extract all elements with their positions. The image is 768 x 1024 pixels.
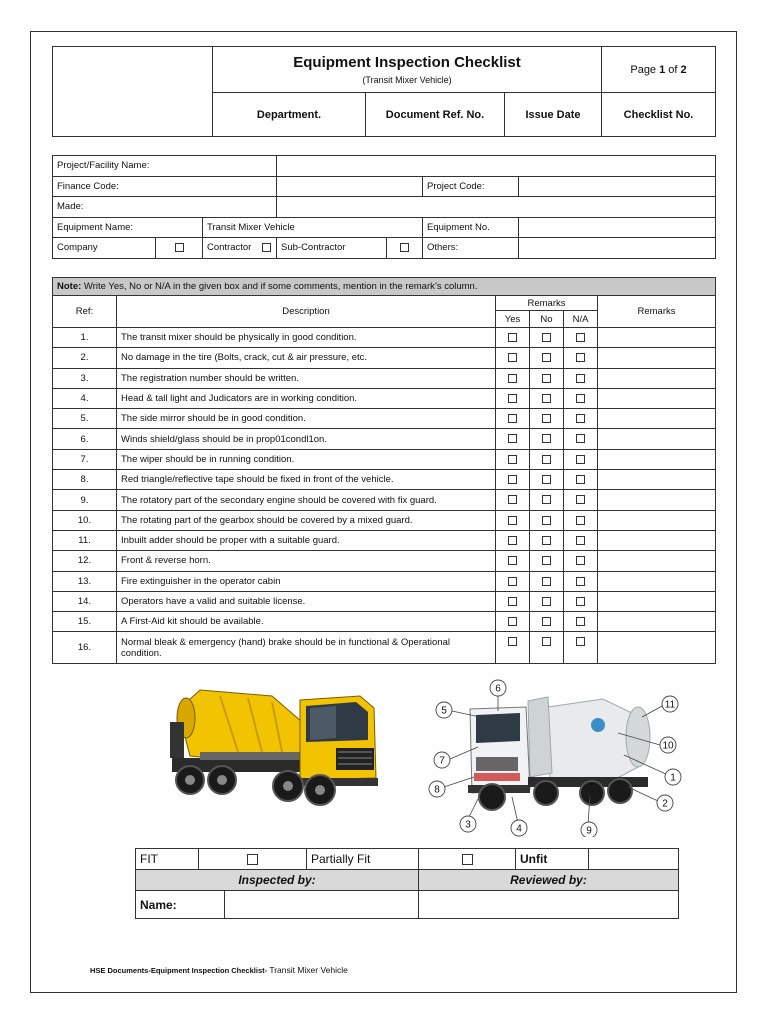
checkbox-yes[interactable] (496, 409, 530, 429)
row-ref: 14. (53, 591, 117, 611)
partially-fit-label: Partially Fit (307, 849, 419, 870)
contractor-checkbox[interactable] (262, 243, 271, 252)
checkbox-yes[interactable] (496, 388, 530, 408)
checkbox-na[interactable] (564, 429, 598, 449)
checkbox-na[interactable] (564, 530, 598, 550)
header-table (52, 46, 716, 137)
row-remarks-field[interactable] (598, 510, 716, 530)
checkbox-no[interactable] (530, 490, 564, 510)
row-description: The rotating part of the gearbox should be covered by a mixed guard. (117, 510, 496, 530)
others-field[interactable] (519, 238, 716, 259)
inspector-name-field[interactable] (225, 891, 419, 919)
row-remarks-field[interactable] (598, 328, 716, 348)
callout-5: 5 (441, 705, 447, 717)
col-desc-header: Description (117, 296, 496, 328)
row-ref: 5. (53, 409, 117, 429)
col-ref-header: Ref: (53, 296, 117, 328)
row-ref: 12. (53, 551, 117, 571)
checklist-row (53, 530, 716, 550)
checkbox-yes[interactable] (496, 328, 530, 348)
callout-3: 3 (465, 819, 471, 831)
subcontractor-checkbox[interactable] (387, 238, 423, 259)
page-footer: HSE Documents-Equipment Inspection Checklist- Transit Mixer Vehicle (90, 965, 348, 975)
checkbox-yes[interactable] (496, 449, 530, 469)
checklist-row (53, 632, 716, 664)
checkbox-yes[interactable] (496, 571, 530, 591)
project-field[interactable] (277, 156, 716, 177)
checkbox-yes[interactable] (496, 632, 530, 664)
equipment-no-label: Equipment No. (423, 217, 519, 238)
checklist-row (53, 551, 716, 571)
checkbox-no[interactable] (530, 470, 564, 490)
checkbox-no[interactable] (530, 409, 564, 429)
row-ref: 15. (53, 612, 117, 632)
row-ref: 8. (53, 470, 117, 490)
checkbox-na[interactable] (564, 571, 598, 591)
row-remarks-field[interactable] (598, 530, 716, 550)
row-description: The side mirror should be in good condition. (117, 409, 496, 429)
checkbox-na[interactable] (564, 632, 598, 664)
row-description: Front & reverse horn. (117, 551, 496, 571)
row-description: Fire extinguisher in the operator cabin (117, 571, 496, 591)
checklist-row (53, 429, 716, 449)
equipment-name-value: Transit Mixer Vehicle (203, 217, 423, 238)
checkbox-no[interactable] (530, 388, 564, 408)
fit-checkbox[interactable] (199, 849, 307, 870)
checklist-row (53, 612, 716, 632)
row-remarks-field[interactable] (598, 591, 716, 611)
col-yes-header: Yes (496, 311, 530, 328)
checkbox-na[interactable] (564, 470, 598, 490)
checkbox-na[interactable] (564, 510, 598, 530)
row-description: The rotatory part of the secondary engine should be covered with fix guard. (117, 490, 496, 510)
checkbox-yes[interactable] (496, 470, 530, 490)
row-remarks-field[interactable] (598, 449, 716, 469)
contractor-label-cell: Contractor (203, 238, 277, 259)
row-description: The wiper should be in running condition. (117, 449, 496, 469)
checkbox-na[interactable] (564, 368, 598, 388)
checkbox-na[interactable] (564, 591, 598, 611)
finance-field[interactable] (277, 176, 423, 197)
equipment-name-label: Equipment Name: (53, 217, 203, 238)
row-description: No damage in the tire (Bolts, crack, cut & air pressure, etc. (117, 348, 496, 368)
checkbox-no[interactable] (530, 632, 564, 664)
issue-date-label: Issue Date (505, 93, 602, 137)
checklist-row (53, 388, 716, 408)
inspected-by-header: Inspected by: (136, 870, 419, 891)
checkbox-na[interactable] (564, 348, 598, 368)
unfit-checkbox-cell[interactable] (589, 849, 679, 870)
equipment-no-field[interactable] (519, 217, 716, 238)
name-label: Name: (136, 891, 225, 919)
checklist-row (53, 368, 716, 388)
row-remarks-field[interactable] (598, 571, 716, 591)
checkbox-yes[interactable] (496, 591, 530, 611)
row-description: Operators have a valid and suitable license. (117, 591, 496, 611)
checkbox-no[interactable] (530, 551, 564, 571)
callout-10: 10 (662, 740, 674, 752)
checklist-row (53, 328, 716, 348)
row-remarks-field[interactable] (598, 348, 716, 368)
fit-label: FIT (136, 849, 199, 870)
row-remarks-field[interactable] (598, 409, 716, 429)
labeled-mixer-diagram (428, 677, 690, 837)
finance-label: Finance Code: (53, 176, 277, 197)
row-description: The transit mixer should be physically in good condition. (117, 328, 496, 348)
others-label: Others: (423, 238, 519, 259)
reviewed-by-header: Reviewed by: (419, 870, 679, 891)
checkbox-na[interactable] (564, 551, 598, 571)
checklist-table (52, 277, 716, 664)
row-remarks-field[interactable] (598, 368, 716, 388)
checklist-row (53, 470, 716, 490)
checklist-no-label: Checklist No. (602, 93, 716, 137)
subcontractor-label: Sub-Contractor (277, 238, 387, 259)
row-remarks-field[interactable] (598, 551, 716, 571)
reviewer-field[interactable] (419, 891, 679, 919)
callout-9: 9 (586, 825, 592, 837)
checkbox-yes[interactable] (496, 348, 530, 368)
doc-ref-label: Document Ref. No. (366, 93, 505, 137)
row-remarks-field[interactable] (598, 490, 716, 510)
row-ref: 11. (53, 530, 117, 550)
col-remarks-header: Remarks (598, 296, 716, 328)
checklist-row (53, 409, 716, 429)
checkbox-na[interactable] (564, 388, 598, 408)
checkbox-yes[interactable] (496, 612, 530, 632)
row-remarks-field[interactable] (598, 388, 716, 408)
checkbox-yes[interactable] (496, 429, 530, 449)
checklist-row (53, 449, 716, 469)
row-ref: 6. (53, 429, 117, 449)
row-remarks-field[interactable] (598, 429, 716, 449)
checkbox-no[interactable] (530, 530, 564, 550)
checkbox-yes[interactable] (496, 368, 530, 388)
document-title: Equipment Inspection Checklist (Transit Mixer Vehicle) (213, 47, 602, 93)
note-row: Note: Write Yes, No or N/A in the given box and if some comments, mention in the remark’s column. (53, 278, 716, 296)
row-remarks-field[interactable] (598, 470, 716, 490)
checkbox-na[interactable] (564, 490, 598, 510)
row-ref: 3. (53, 368, 117, 388)
checkbox-na[interactable] (564, 612, 598, 632)
project-label: Project/Facility Name: (53, 156, 277, 177)
checkbox-no[interactable] (530, 591, 564, 611)
checkbox-no[interactable] (530, 368, 564, 388)
department-label: Department. (213, 93, 366, 137)
callout-7: 7 (439, 755, 445, 767)
row-remarks-field[interactable] (598, 612, 716, 632)
row-description: Inbuilt adder should be proper with a suitable guard. (117, 530, 496, 550)
checkbox-no[interactable] (530, 571, 564, 591)
row-ref: 16. (53, 632, 117, 664)
row-ref: 1. (53, 328, 117, 348)
checkbox-no[interactable] (530, 510, 564, 530)
checklist-row (53, 490, 716, 510)
row-ref: 10. (53, 510, 117, 530)
checkbox-yes[interactable] (496, 551, 530, 571)
checkbox-no[interactable] (530, 328, 564, 348)
col-no-header: No (530, 311, 564, 328)
row-description: A First-Aid kit should be available. (117, 612, 496, 632)
row-remarks-field[interactable] (598, 632, 716, 664)
made-field[interactable] (277, 197, 716, 218)
checkbox-na[interactable] (564, 449, 598, 469)
callout-4: 4 (516, 823, 522, 835)
row-ref: 13. (53, 571, 117, 591)
checkbox-no[interactable] (530, 348, 564, 368)
row-ref: 2. (53, 348, 117, 368)
checklist-row (53, 510, 716, 530)
checkbox-no[interactable] (530, 612, 564, 632)
yellow-mixer-truck-image (160, 682, 390, 820)
row-description: Red triangle/reflective tape should be fixed in front of the vehicle. (117, 470, 496, 490)
callout-1: 1 (670, 772, 676, 784)
row-description: Winds shield/glass should be in prop01condl1on. (117, 429, 496, 449)
checkbox-yes[interactable] (496, 530, 530, 550)
checkbox-yes[interactable] (496, 490, 530, 510)
row-ref: 9. (53, 490, 117, 510)
callout-11: 11 (664, 699, 676, 711)
row-ref: 7. (53, 449, 117, 469)
page-number: Page 1 of 2 (602, 47, 716, 93)
partially-fit-checkbox[interactable] (419, 849, 516, 870)
company-checkbox[interactable] (156, 238, 203, 259)
unfit-label: Unfit (516, 849, 589, 870)
project-code-label: Project Code: (423, 176, 519, 197)
fitness-table (135, 848, 679, 919)
callout-6: 6 (495, 683, 501, 695)
info-table (52, 155, 716, 259)
col-na-header: N/A (564, 311, 598, 328)
checklist-row (53, 571, 716, 591)
checklist-row (53, 591, 716, 611)
checkbox-na[interactable] (564, 328, 598, 348)
col-remarks-group-header: Remarks (496, 296, 598, 311)
project-code-field[interactable] (519, 176, 716, 197)
row-ref: 4. (53, 388, 117, 408)
row-description: Normal bleak & emergency (hand) brake should be in functional & Operational condition. (117, 632, 496, 664)
made-label: Made: (53, 197, 277, 218)
callout-2: 2 (662, 798, 668, 810)
company-label: Company (53, 238, 156, 259)
checkbox-yes[interactable] (496, 510, 530, 530)
checkbox-na[interactable] (564, 409, 598, 429)
row-description: Head & tall light and Judicators are in working condition. (117, 388, 496, 408)
logo-cell (53, 47, 213, 137)
checkbox-no[interactable] (530, 429, 564, 449)
checkbox-no[interactable] (530, 449, 564, 469)
checklist-row (53, 348, 716, 368)
row-description: The registration number should be written. (117, 368, 496, 388)
callout-8: 8 (434, 784, 440, 796)
document-subtitle: (Transit Mixer Vehicle) (362, 75, 452, 85)
